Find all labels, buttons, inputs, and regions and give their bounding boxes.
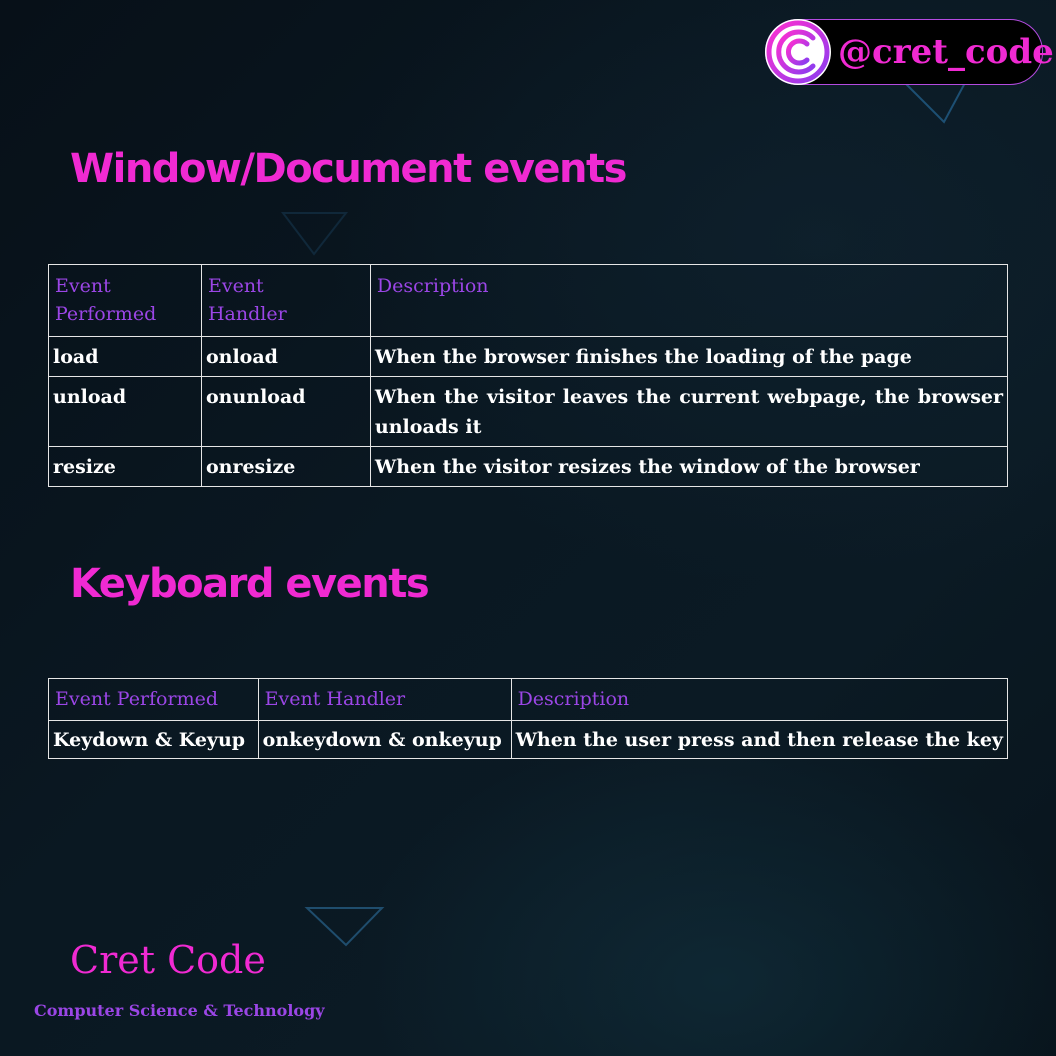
description-cell: When the visitor resizes the window of the browser: [370, 447, 1007, 487]
brand-tagline: Computer Science & Technology: [34, 1001, 325, 1020]
social-handle-text: @cret_code: [838, 32, 1054, 72]
column-header-description: Description: [370, 265, 1007, 337]
column-header-event-handler: Event Handler: [201, 265, 370, 337]
section-heading-window-document: Window/Document events: [70, 146, 626, 192]
description-cell: When the browser finishes the loading of the page: [370, 337, 1007, 377]
social-handle-badge: [765, 19, 1054, 85]
column-header-event-handler: Event Handler: [258, 679, 511, 721]
decorative-triangle-top-right: [900, 78, 970, 128]
cret-code-logo-icon: [765, 19, 831, 85]
column-header-event-performed: Event Performed: [49, 265, 202, 337]
event-performed-cell: load: [49, 337, 202, 377]
table-header-row: [49, 265, 1008, 337]
table-row: [49, 721, 1008, 759]
table-row: [49, 377, 1008, 447]
table-row: [49, 447, 1008, 487]
window-document-events-table: [48, 264, 1008, 487]
event-performed-cell: Keydown & Keyup: [49, 721, 259, 759]
event-handler-cell: onkeydown & onkeyup: [258, 721, 511, 759]
brand-name: Cret Code: [70, 938, 266, 982]
keyboard-events-table: [48, 678, 1008, 759]
decorative-triangle-upper-left: [280, 210, 350, 260]
event-handler-cell: onresize: [201, 447, 370, 487]
table-row: [49, 337, 1008, 377]
description-cell: When the visitor leaves the current webpage, the browser unloads it: [370, 377, 1007, 447]
event-handler-cell: onunload: [201, 377, 370, 447]
decorative-triangle-bottom: [304, 905, 386, 949]
event-handler-cell: onload: [201, 337, 370, 377]
event-performed-cell: unload: [49, 377, 202, 447]
section-heading-keyboard: Keyboard events: [70, 561, 429, 607]
description-cell: When the user press and then release the key: [511, 721, 1007, 759]
table-header-row: [49, 679, 1008, 721]
column-header-event-performed: Event Performed: [49, 679, 259, 721]
column-header-description: Description: [511, 679, 1007, 721]
event-performed-cell: resize: [49, 447, 202, 487]
